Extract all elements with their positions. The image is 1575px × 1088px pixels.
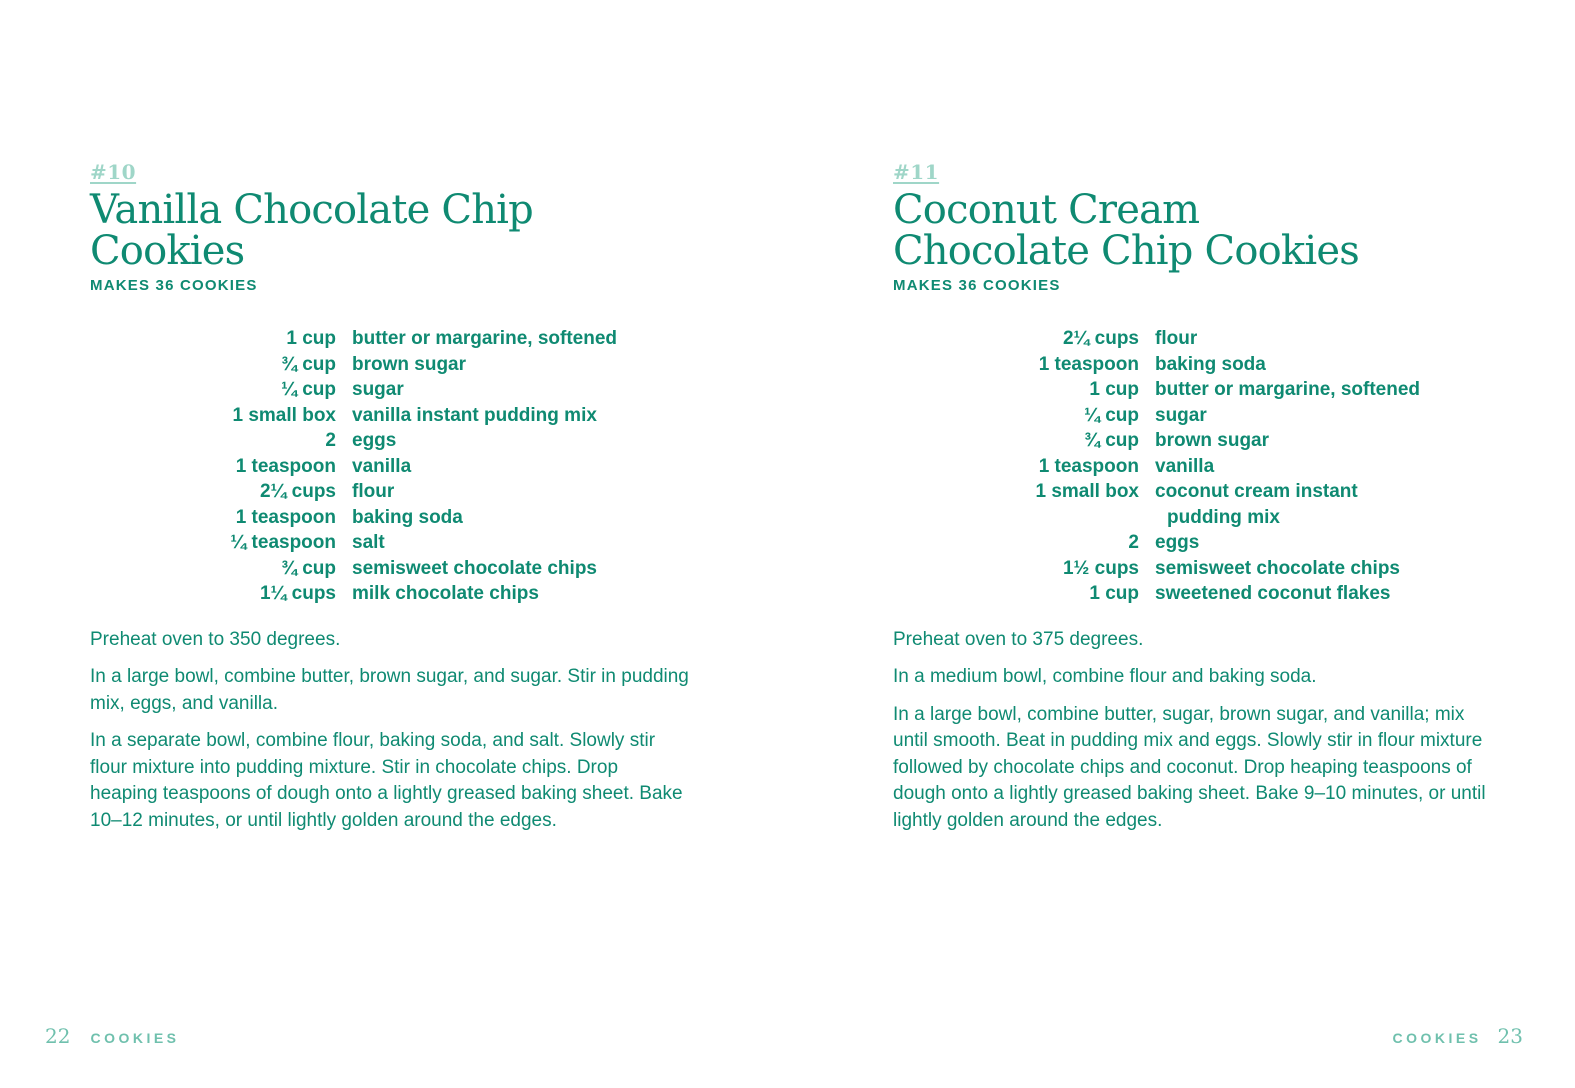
ingredient-name-text: coconut cream instant (1155, 481, 1358, 502)
recipe-title-line: Vanilla Chocolate Chip Cookies (90, 187, 533, 274)
ingredient-list (90, 326, 617, 607)
ingredient-quantity: 2¼ cups (259, 481, 336, 502)
ingredient-row (893, 428, 1420, 454)
section-label: COOKIES (1392, 1030, 1482, 1046)
ingredient-quantity: 1 cup (1089, 379, 1139, 400)
ingredient-name-text: semisweet chocolate chips (1155, 557, 1400, 579)
ingredient-name-text: baking soda (1155, 353, 1266, 375)
recipe-11 (893, 160, 1493, 845)
ingredient-row (90, 479, 617, 505)
directions (90, 627, 690, 835)
ingredient-name-text: eggs (352, 430, 397, 451)
ingredient-name-text: butter or margarine, softened (352, 328, 617, 349)
ingredient-row (90, 530, 617, 556)
direction-step: In a large bowl, combine butter, brown sugar, and sugar. Stir in pudding mix, eggs, and vanilla. (90, 666, 689, 714)
page-folio-right (1392, 1024, 1523, 1048)
page-number: 22 (45, 1024, 71, 1048)
ingredient-quantity: 1 cup (1089, 583, 1139, 604)
ingredient-quantity: 1 teaspoon (1038, 353, 1139, 375)
recipe-10 (90, 160, 690, 845)
ingredient-quantity: ¼ cup (281, 379, 336, 400)
ingredient-name-continuation: pudding mix (1167, 506, 1280, 528)
ingredient-name (1155, 326, 1420, 352)
ingredient-name (1155, 454, 1420, 480)
ingredient-quantity: 1¼ cups (259, 583, 336, 604)
ingredient-name-text: brown sugar (352, 353, 467, 375)
ingredient-name (1155, 377, 1420, 403)
ingredient-name-text: sugar (1155, 404, 1207, 426)
ingredient-name-text: vanilla (352, 455, 412, 477)
ingredient-quantity: 1 cup (286, 328, 336, 349)
ingredient-name-text: butter or margarine, softened (1155, 379, 1420, 400)
right-page (787, 0, 1575, 1088)
ingredient-quantity: 1 teaspoon (1038, 455, 1139, 477)
ingredient-name-text: baking soda (352, 506, 463, 528)
ingredient-row (90, 454, 617, 480)
direction-step: In a separate bowl, combine flour, baking soda, and salt. Slowly stir flour mixture into pudding mixture. Stir in chocolate chips. Drop heaping teaspoons of dough onto a lightly greased baking sheet. Bake 10–12 minutes, or until lightly golden around the edges. (90, 730, 683, 831)
ingredient-quantity: ¼ cup (1084, 404, 1139, 426)
ingredient-row (90, 377, 617, 403)
ingredient-name (352, 556, 617, 582)
directions (893, 627, 1493, 835)
ingredient-row (90, 326, 617, 352)
ingredient-name (352, 377, 617, 403)
direction-step: Preheat oven to 350 degrees. (90, 628, 341, 650)
ingredient-name-text: brown sugar (1155, 430, 1270, 451)
ingredient-name (352, 530, 617, 556)
recipe-title (893, 187, 1493, 274)
ingredient-name (352, 428, 617, 454)
ingredient-name (352, 505, 617, 531)
ingredient-name (1155, 479, 1420, 530)
ingredient-row (893, 556, 1420, 582)
direction-step: In a medium bowl, combine flour and baking soda. (893, 666, 1317, 687)
ingredient-name (352, 479, 617, 505)
ingredient-quantity: ¼ teaspoon (230, 532, 336, 553)
ingredient-row (90, 403, 617, 429)
ingredient-row (90, 556, 617, 582)
ingredient-row (893, 530, 1420, 556)
ingredient-quantity: ¾ cup (281, 557, 336, 579)
recipe-yield: MAKES 36 COOKIES (893, 277, 1061, 294)
ingredient-row (893, 454, 1420, 480)
ingredient-name (1155, 352, 1420, 378)
left-page (0, 0, 787, 1088)
ingredient-row (893, 403, 1420, 429)
ingredient-row (90, 428, 617, 454)
recipe-title-line: Chocolate Chip Cookies (893, 228, 1359, 274)
ingredient-name (1155, 530, 1420, 556)
recipe-title (90, 187, 690, 274)
ingredient-name (352, 326, 617, 352)
ingredient-name-text: sugar (352, 379, 404, 400)
ingredient-quantity: 2 (1128, 532, 1139, 553)
direction-step: Preheat oven to 375 degrees. (893, 628, 1144, 650)
ingredient-name-text: vanilla instant pudding mix (352, 404, 597, 426)
ingredient-quantity: 1 small box (1035, 481, 1139, 502)
ingredient-list (893, 326, 1420, 607)
recipe-yield: MAKES 36 COOKIES (90, 277, 258, 294)
recipe-title-line: Coconut Cream (893, 187, 1200, 233)
ingredient-name (352, 581, 617, 607)
ingredient-quantity: 2¼ cups (1062, 328, 1139, 349)
page-number: 23 (1497, 1024, 1523, 1048)
ingredient-row (893, 479, 1420, 530)
ingredient-quantity: 1 teaspoon (235, 455, 336, 477)
ingredient-name (352, 454, 617, 480)
ingredient-quantity: 2 (325, 430, 336, 451)
ingredient-name-text: sweetened coconut flakes (1155, 583, 1391, 604)
ingredient-row (893, 326, 1420, 352)
ingredient-quantity: ¾ cup (281, 353, 336, 375)
direction-step: In a large bowl, combine butter, sugar, brown sugar, and vanilla; mix until smooth. Beat in pudding mix and eggs. Slowly stir in flour mixture followed by chocolate chips and coconut. Drop heaping teaspoons of dough onto a lightly greased baking sheet. Bake 9–10 minutes, or until lightly golden around the edges. (893, 703, 1486, 831)
ingredient-name (1155, 581, 1420, 607)
ingredient-name (1155, 428, 1420, 454)
ingredient-quantity: 1½ cups (1062, 557, 1139, 579)
ingredient-row (90, 581, 617, 607)
ingredient-name-text: flour (352, 481, 395, 502)
ingredient-name-text: milk chocolate chips (352, 583, 539, 604)
ingredient-name (352, 403, 617, 429)
ingredient-quantity: 1 teaspoon (235, 506, 336, 528)
ingredient-name-text: flour (1155, 328, 1198, 349)
recipe-number: #10 (90, 160, 137, 184)
ingredient-name-text: eggs (1155, 532, 1200, 553)
ingredient-quantity: 1 small box (232, 404, 336, 426)
page-folio-left (45, 1024, 180, 1048)
ingredient-name-text: semisweet chocolate chips (352, 557, 597, 579)
section-label: COOKIES (90, 1030, 180, 1046)
ingredient-row (893, 377, 1420, 403)
recipe-number: #11 (893, 160, 940, 184)
ingredient-name (352, 352, 617, 378)
ingredient-name (1155, 556, 1420, 582)
ingredient-name-text: vanilla (1155, 455, 1215, 477)
ingredient-quantity: ¾ cup (1084, 430, 1139, 451)
ingredient-row (90, 505, 617, 531)
ingredient-row (893, 581, 1420, 607)
ingredient-name (1155, 403, 1420, 429)
ingredient-row (893, 352, 1420, 378)
ingredient-row (90, 352, 617, 378)
ingredient-name-text: salt (352, 532, 385, 553)
